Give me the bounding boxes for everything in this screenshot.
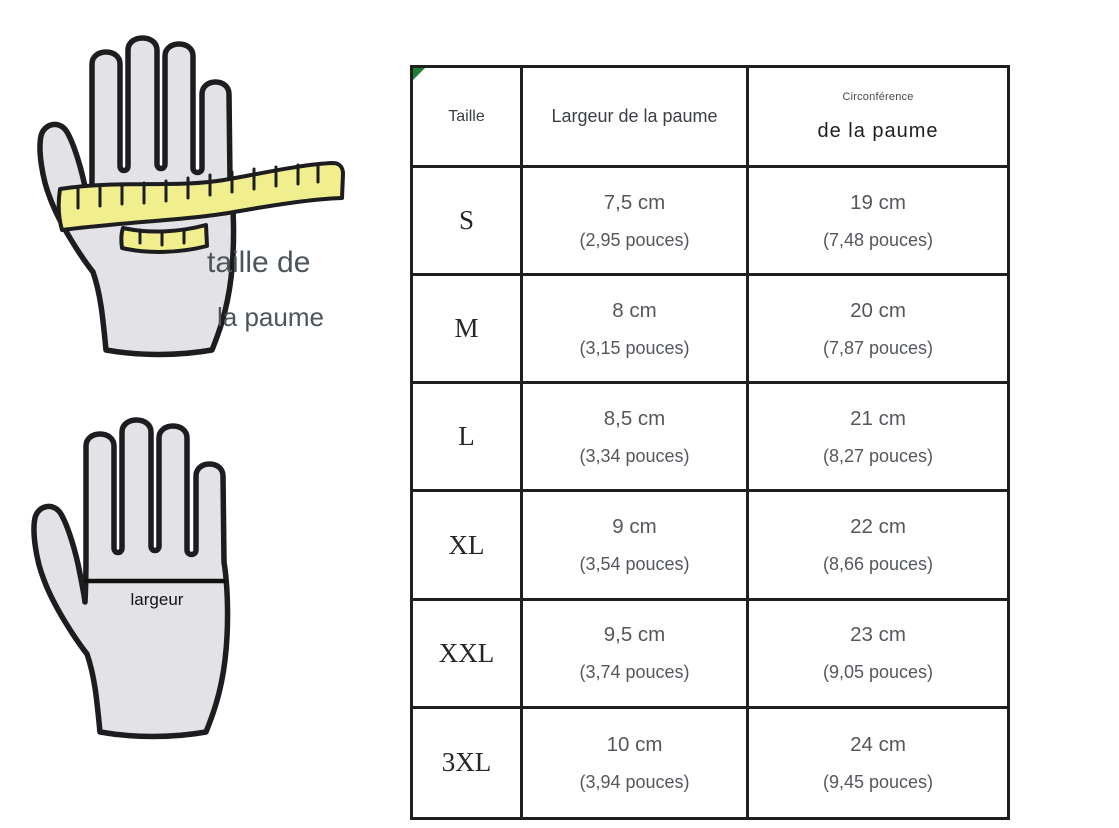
size-cell [413, 384, 523, 492]
hand-illustration [34, 420, 228, 737]
width-cell [523, 601, 749, 709]
width-cell [523, 709, 749, 817]
size-label: 3XL [441, 747, 492, 778]
width-pouces: (3,34 pouces) [579, 445, 690, 466]
circ-cm: 23 cm [850, 623, 906, 647]
circ-cm: 21 cm [850, 406, 906, 430]
size-cell [413, 276, 523, 384]
size-cell [413, 601, 523, 709]
circumference-cell [749, 276, 1007, 384]
width-cell [523, 276, 749, 384]
width-cm: 9,5 cm [603, 623, 666, 647]
width-pouces: (3,94 pouces) [579, 771, 690, 792]
size-table [410, 65, 1010, 820]
circ-pouces: (7,48 pouces) [822, 229, 934, 250]
width-cm: 10 cm [606, 732, 663, 756]
width-label: largeur [130, 590, 184, 609]
circ-pouces: (9,45 pouces) [822, 771, 934, 792]
width-cm: 8 cm [612, 298, 657, 322]
header-circonference [749, 68, 1007, 168]
size-cell [413, 168, 523, 276]
circumference-cell [749, 492, 1007, 600]
size-label: L [458, 421, 475, 452]
circ-pouces: (8,66 pouces) [822, 554, 934, 575]
size-label: XL [448, 529, 485, 560]
width-cell [523, 492, 749, 600]
width-cell [523, 384, 749, 492]
circ-pouces: (8,27 pouces) [822, 445, 934, 466]
circ-cm: 24 cm [850, 732, 906, 756]
circ-cm: 19 cm [850, 190, 906, 214]
green-corner-marker-icon [413, 68, 425, 80]
width-pouces: (3,15 pouces) [579, 337, 690, 358]
header-largeur [523, 68, 749, 168]
width-cm: 7,5 cm [603, 190, 666, 214]
header-circonference-small: Circonférence [842, 90, 914, 103]
palm-size-label-line1: taille de [207, 246, 311, 279]
header-taille-label: Taille [448, 107, 485, 125]
circ-pouces: (7,87 pouces) [822, 337, 934, 358]
size-cell [413, 492, 523, 600]
width-pouces: (3,54 pouces) [579, 554, 690, 575]
circumference-cell [749, 168, 1007, 276]
circumference-cell [749, 709, 1007, 817]
palm-size-label-line2: la paume [217, 302, 324, 332]
size-cell [413, 709, 523, 817]
circumference-cell [749, 601, 1007, 709]
size-label: XXL [438, 637, 495, 668]
circ-cm: 20 cm [850, 298, 906, 322]
width-pouces: (2,95 pouces) [579, 229, 690, 250]
circ-cm: 22 cm [850, 515, 906, 539]
width-cell [523, 168, 749, 276]
width-cm: 8,5 cm [603, 406, 666, 430]
width-pouces: (3,74 pouces) [579, 662, 690, 683]
header-largeur-label: Largeur de la paume [551, 106, 718, 126]
size-label: M [454, 313, 479, 344]
header-taille [413, 68, 523, 168]
size-label: S [458, 205, 475, 236]
palm-width-diagram [14, 396, 249, 748]
circ-pouces: (9,05 pouces) [822, 662, 934, 683]
width-cm: 9 cm [612, 515, 657, 539]
circumference-cell [749, 384, 1007, 492]
header-circonference-large: de la paume [817, 119, 939, 142]
